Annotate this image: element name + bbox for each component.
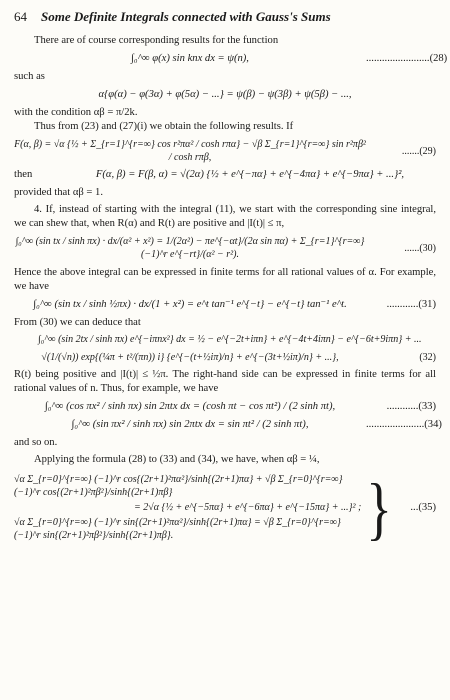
page-number: 64 — [14, 9, 27, 24]
paragraph: Hence the above integral can be expressed in finite terms for all rational values of α. For example, we have — [14, 266, 436, 292]
equation-body: ∫₀^∞ φ(x) sin knx dx = ψ(n), — [131, 53, 249, 65]
equation-line: √α Σ_{r=0}^{r=∞} (−1)^r sin{(2r+1)²πα²}/sinh{(2r+1)πα} = √β Σ_{r=0}^{r=∞} (−1)^r sin{(2r+1)²πβ²}/sinh{(2r+1)πβ}. — [14, 517, 341, 542]
paragraph: provided that αβ = 1. — [14, 187, 103, 199]
equation-body: √(1/(√n)) exp{(¼π + t²/(πn)) i} {e^{−(t+½iπ)/n} + e^{−(3t+½iπ)/n} + ...}, — [41, 351, 339, 363]
equation-29 — [14, 138, 436, 164]
page-header — [14, 8, 436, 25]
paragraph: Thus from (23) and (27)(i) we obtain the following results. If — [34, 121, 294, 132]
equation-number: ........................(28) — [366, 53, 448, 65]
equation-lead: then — [14, 169, 33, 181]
paragraph: From (30) we can deduce that — [14, 316, 141, 328]
paragraph: with the condition αβ = π/2k. — [14, 107, 138, 119]
running-title: Some Definite Integrals connected with Gauss's Sums — [41, 9, 331, 24]
equation-30 — [14, 235, 436, 261]
equation-32b — [14, 351, 436, 364]
paragraph: There are of course corresponding results for the function — [34, 35, 279, 47]
equation-body: ∫₀^∞ (sin tx / sinh ½πx) · dx/(1 + x²) = e^t tan⁻¹ e^{−t} − e^{−t} tan⁻¹ e^t. — [33, 298, 347, 310]
equation-number: (32) — [419, 351, 436, 363]
equation-35 — [14, 468, 436, 547]
equation-number: .......(29) — [401, 145, 436, 157]
equation-33 — [14, 400, 436, 414]
equation-body: α{φ(α) − φ(3α) + φ(5α) − ...} = ψ(β) − ψ(3β) + ψ(5β) − ..., — [98, 89, 352, 101]
equation-body: ∫₀^∞ (sin πx² / sinh πx) sin 2πtx dx = sin πt² / (2 sinh πt), — [71, 418, 309, 430]
equation-body: F(α, β) = √α {½ + Σ_{r=1}^{r=∞} cos r²πα² / cosh rπα} − √β Σ_{r=1}^{r=∞} sin r²πβ² / cosh rπβ, — [14, 138, 366, 164]
equation-series — [14, 88, 436, 102]
equation-number: ......................(34) — [366, 418, 442, 430]
equation-34 — [14, 418, 442, 432]
paragraph: 4. If, instead of starting with the integral (11), we start with the corresponding sine integral, we can shew that, when R(α) and R(t) are positive and |I(t)| ≤ π, — [14, 204, 436, 230]
paragraph: R(t) being positive and |I(t)| ≤ ½π. The right-hand side can be expressed in finite terms for all rational values of n. Thus, for example, we have — [14, 368, 436, 394]
equation-line: √α Σ_{r=0}^{r=∞} (−1)^r cos{(2r+1)²πα²}/sinh{(2r+1)πα} + √β Σ_{r=0}^{r=∞} (−1)^r cos{(2r+1)²πβ²}/sinh{(2r+1)πβ} — [14, 473, 343, 498]
equation-body: ∫₀^∞ (sin tx / sinh πx) · dx/(α² + x²) = 1/(2α²) − πe^{−αt}/(2α sin πα) + Σ_{r=1}^{r=∞} (−1)^r e^{−rt}/(α² − r²). — [15, 236, 365, 261]
paragraph: such as — [14, 71, 45, 83]
equation-then — [14, 168, 436, 182]
equation-body: ∫₀^∞ (cos πx² / sinh πx) sin 2πtx dx = (cosh πt − cos πt²) / (2 sinh πt), — [44, 400, 336, 412]
paragraph: and so on. — [14, 436, 58, 448]
equation-28 — [14, 52, 448, 66]
right-brace-icon: } — [366, 468, 392, 547]
equation-number: ...(35) — [410, 501, 436, 513]
equation-32a — [14, 333, 436, 346]
equation-number: ............(31) — [386, 298, 436, 310]
equation-35-lines — [14, 471, 366, 545]
equation-number: ............(33) — [386, 400, 436, 412]
paragraph: Applying the formula (28) to (33) and (34), we have, when αβ = ¼, — [34, 453, 320, 465]
equation-body: ∫₀^∞ (sin 2tx / sinh πx) e^{−iπnx²} dx = ½ − e^{−2t+iπn} + e^{−4t+4iπn} − e^{−6t+9iπn} + ... — [38, 334, 422, 346]
equation-number: ......(30) — [404, 242, 436, 254]
equation-body: F(α, β) = F(β, α) = √(2α) {½ + e^{−πα} + e^{−4πα} + e^{−9πα} + ...}², — [95, 169, 405, 181]
equation-line: = 2√α {½ + e^{−5πα} + e^{−6πα} + e^{−15πα} + ...}² ; — [134, 502, 362, 514]
equation-31 — [14, 298, 436, 312]
